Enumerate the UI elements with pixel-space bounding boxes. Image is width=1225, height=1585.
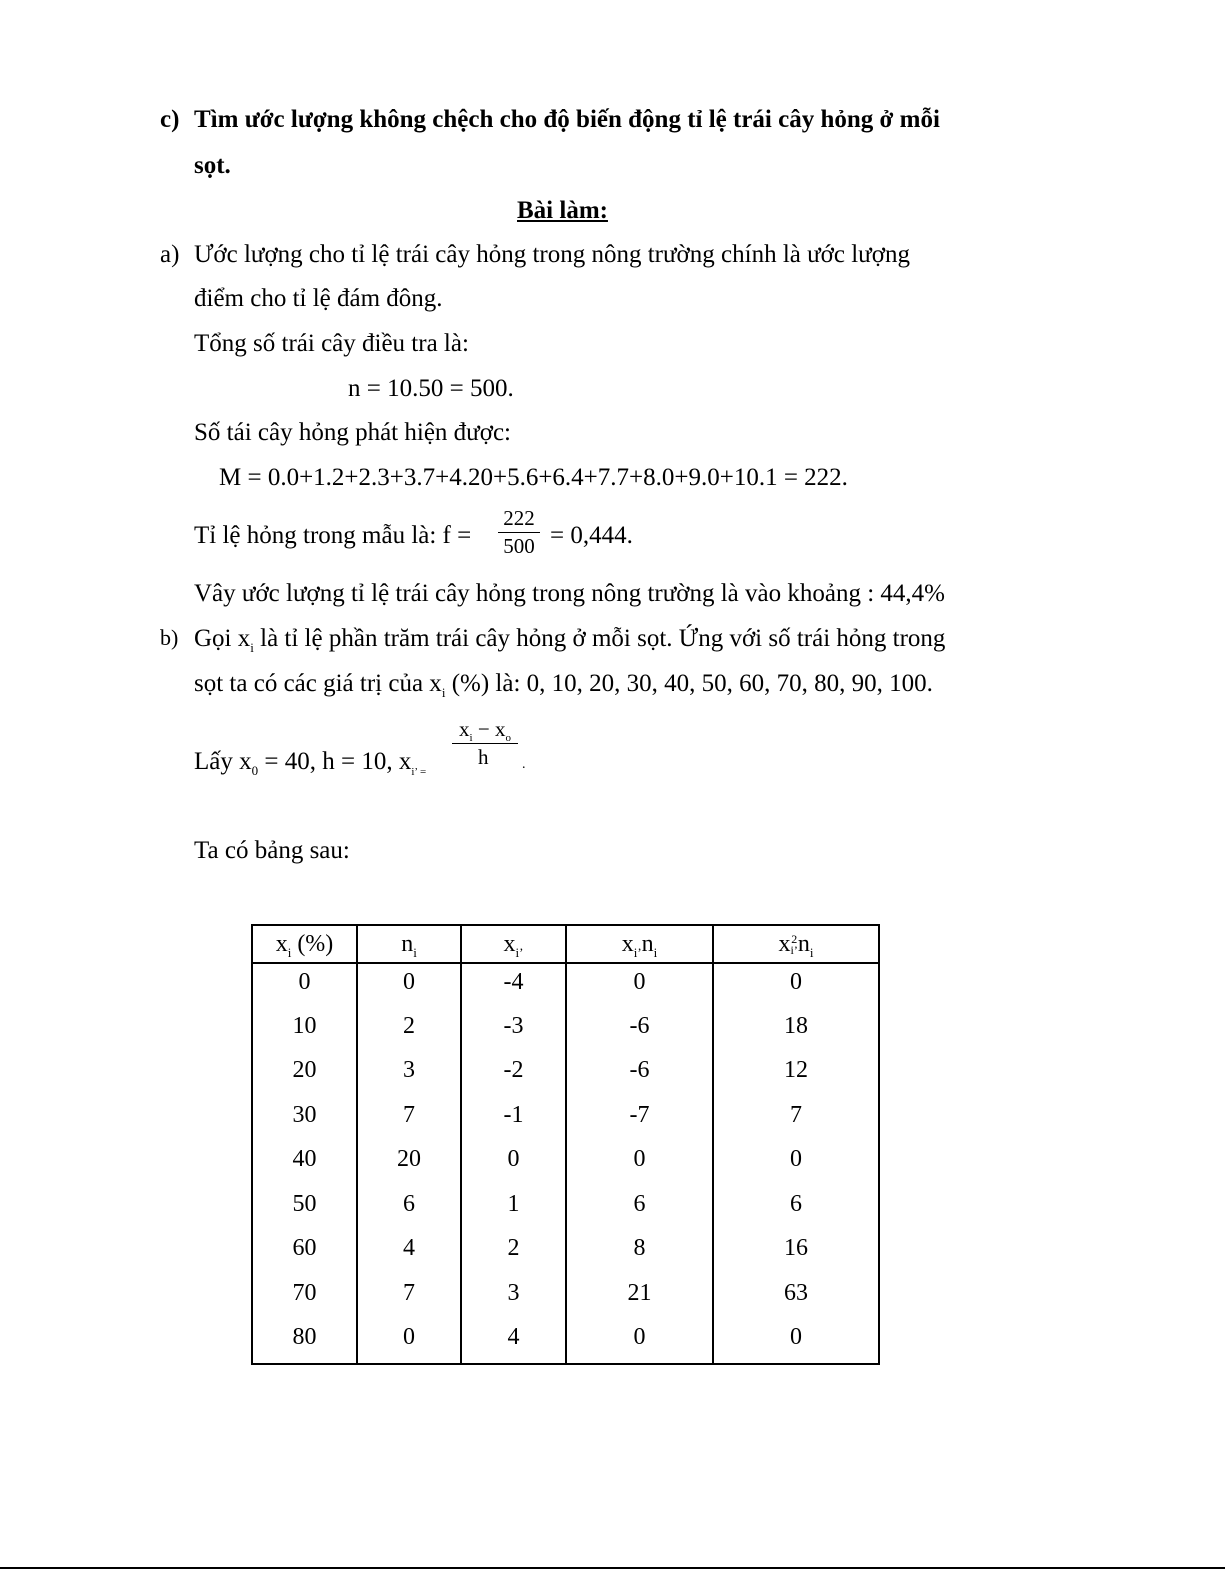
table-header-row	[252, 925, 879, 963]
ratio-suffix: = 0,444.	[550, 522, 633, 549]
part-a-line1: Ước lượng cho tỉ lệ trái cây hỏng trong nông trường chính là ước lượng	[194, 241, 910, 268]
table-cell: 1	[461, 1186, 566, 1231]
page-bottom-rule	[0, 1567, 1225, 1569]
table-cell: 0	[713, 963, 879, 1008]
table-cell: -6	[566, 1052, 713, 1097]
part-a-conclusion: Vây ước lượng tỉ lệ trái cây hỏng trong nông trường là vào khoảng : 44,4%	[194, 580, 945, 607]
table-cell: -2	[461, 1052, 566, 1097]
table-cell: 16	[713, 1230, 879, 1275]
substitution-denominator: h	[478, 745, 489, 769]
table-cell: 50	[252, 1186, 357, 1231]
table-cell: 6	[566, 1186, 713, 1231]
table-cell: 0	[357, 963, 461, 1008]
table-cell: 6	[357, 1186, 461, 1231]
table-cell: 0	[357, 1319, 461, 1364]
table-cell: 0	[713, 1141, 879, 1186]
table-cell: 0	[566, 1319, 713, 1364]
table-row	[252, 1275, 879, 1320]
table-cell: -4	[461, 963, 566, 1008]
table-row	[252, 1319, 879, 1364]
table-cell: 18	[713, 1008, 879, 1053]
header-xi-percent: $x_i$ (%)	[252, 925, 357, 963]
table-cell: 4	[461, 1319, 566, 1364]
table-cell: -3	[461, 1008, 566, 1053]
ratio-prefix: Tỉ lệ hỏng trong mẫu là: f =	[194, 522, 472, 549]
table-row	[252, 1230, 879, 1275]
n-equation: n = 10.50 = 500.	[348, 375, 514, 402]
table-row	[252, 1186, 879, 1231]
table-cell: 0	[252, 963, 357, 1008]
table-cell: 4	[357, 1230, 461, 1275]
table-cell: 20	[357, 1141, 461, 1186]
table-cell: 12	[713, 1052, 879, 1097]
table-cell: 3	[461, 1275, 566, 1320]
part-b-line2: sọt ta có các giá trị của $x_i$ (%) là: 0, 10, 20, 30, 40, 50, 60, 70, 80, 90, 100.	[194, 670, 933, 700]
table-cell: 80	[252, 1319, 357, 1364]
table-cell: 0	[566, 963, 713, 1008]
table-cell: 8	[566, 1230, 713, 1275]
header-xi-prime: $x_{i’}$	[461, 925, 566, 963]
table-row	[252, 963, 879, 1008]
table-cell: 40	[252, 1141, 357, 1186]
part-a-marker: a)	[160, 241, 180, 268]
table-cell: -7	[566, 1097, 713, 1142]
table-cell: 60	[252, 1230, 357, 1275]
part-b-marker: b)	[160, 625, 179, 650]
solution-title: Bài làm:	[517, 197, 608, 224]
part-c-line1: Tìm ước lượng không chệch cho độ biến động tỉ lệ trái cây hỏng ở mỗi	[194, 106, 940, 133]
table-cell: 7	[713, 1097, 879, 1142]
data-table	[251, 924, 880, 1365]
table-row	[252, 1008, 879, 1053]
m-equation: M = 0.0+1.2+2.3+3.7+4.20+5.6+6.4+7.7+8.0+9.0+10.1 = 222.	[219, 464, 848, 491]
part-b-line1: Gọi $x_i$ là tỉ lệ phần trăm trái cây hỏng ở mỗi sọt. Ứng với số trái hỏng trong	[194, 625, 946, 655]
ratio-fraction	[498, 508, 540, 557]
part-c-line2: sọt.	[194, 152, 231, 179]
substitution-period: .	[522, 757, 526, 772]
substitution-fraction	[452, 719, 518, 768]
ratio-denominator: 500	[503, 534, 535, 558]
table-cell: 7	[357, 1097, 461, 1142]
substitution-line: Lấy $x_0 = 40$, h = 10, $x_{i’ =}$	[194, 748, 427, 778]
table-cell: 0	[566, 1141, 713, 1186]
table-cell: 70	[252, 1275, 357, 1320]
table-cell: -1	[461, 1097, 566, 1142]
table-cell: 10	[252, 1008, 357, 1053]
table-cell: 20	[252, 1052, 357, 1097]
table-cell: 6	[713, 1186, 879, 1231]
part-a-line3: Tổng số trái cây điều tra là:	[194, 330, 469, 357]
table-cell: 0	[713, 1319, 879, 1364]
header-xi-prime-sq-ni: x 2 i’ $n_i$	[713, 925, 879, 963]
ratio-numerator: 222	[498, 508, 540, 533]
table-row	[252, 1141, 879, 1186]
part-a-line4: Số tái cây hỏng phát hiện được:	[194, 419, 511, 446]
table-cell: 2	[461, 1230, 566, 1275]
table-cell: 63	[713, 1275, 879, 1320]
substitution-numerator: $x_i - x_o$	[452, 719, 518, 744]
header-ni: $n_i$	[357, 925, 461, 963]
table-intro: Ta có bảng sau:	[194, 837, 350, 864]
table-cell: 30	[252, 1097, 357, 1142]
table-cell: 7	[357, 1275, 461, 1320]
table-cell: -6	[566, 1008, 713, 1053]
table-cell: 0	[461, 1141, 566, 1186]
part-c-marker: c)	[160, 106, 180, 133]
table-row	[252, 1097, 879, 1142]
table-cell: 2	[357, 1008, 461, 1053]
table-row	[252, 1052, 879, 1097]
header-xi-prime-ni: $x_{i’}n_i$	[566, 925, 713, 963]
table-cell: 21	[566, 1275, 713, 1320]
table-cell: 3	[357, 1052, 461, 1097]
part-a-line2: điểm cho tỉ lệ đám đông.	[194, 285, 443, 312]
